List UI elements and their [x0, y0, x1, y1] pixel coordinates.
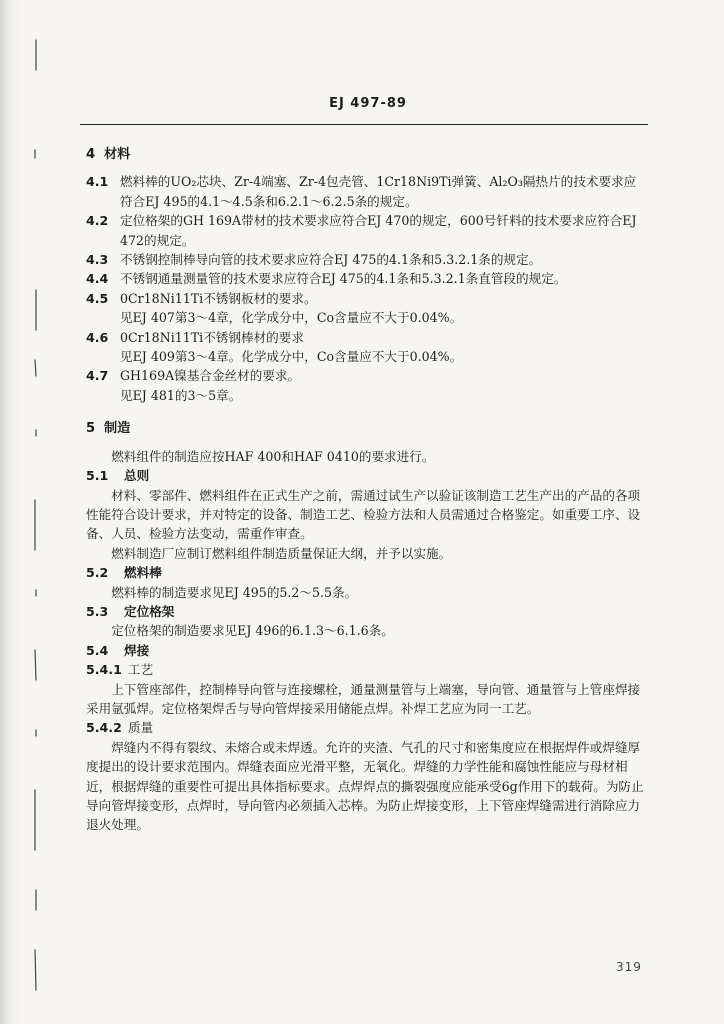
document-body: [86, 145, 648, 835]
clause-4-4: 4.4 不锈钢通量测量管的技术要求应符合EJ 475的4.1条和5.3.2.1条直管段的规定。: [86, 271, 567, 287]
clause-4-7-detail: 见EJ 481的3～5章。: [120, 387, 242, 403]
section-4-title: 材料: [104, 147, 131, 162]
section-5-4-2-heading: 5.4.2 质量: [86, 720, 154, 736]
clause-4-2: 4.2 定位格架的GH 169A带材的技术要求应符合EJ 470的规定，600号钎料的技术要求应符合EJ 472的规定。: [86, 213, 637, 248]
section-5-4-2-paragraph: 焊缝内不得有裂纹、未熔合或未焊透。允许的夹渣、气孔的尺寸和密集度应在根据焊件或焊缝厚度提出的设计要求范围内。焊缝表面应光滑平整，无氧化。焊缝的力学性能和腐蚀性能应与母材相近，根据焊缝的重要性可提出具体指标要求。点焊焊点的撕裂强度应能承受6g作用下的载荷。为防止导向管焊接变形，点焊时，导向管内必须插入芯棒。为防止焊接变形，上下管座焊缝需进行消除应力退火处理。: [86, 739, 644, 833]
section-5-1-paragraph-2: 燃料制造厂应制订燃料组件制造质量保证大纲，并予以实施。: [111, 545, 452, 561]
section-5-1-paragraph-1: 材料、零部件、燃料组件在正式生产之前，需通过试生产以验证该制造工艺生产出的产品的各项性能符合设计要求，并对特定的设备、制造工艺、检验方法和人员需通过合格鉴定。如重要工序、设备、人员、检验方法变动，需重作审查。: [86, 487, 641, 542]
section-5-1-heading: 5.1 总则: [86, 468, 150, 484]
clause-4-1: 4.1 燃料棒的UO₂芯块、Zr-4端塞、Zr-4包壳管、1Cr18Ni9Ti弹簧、Al₂O₃隔热片的技术要求应符合EJ 495的4.1～4.5条和6.2.1～6.2.5条的规定。: [86, 174, 637, 209]
document-code-header: EJ 497-89: [329, 96, 407, 111]
section-5-2-paragraph: 燃料棒的制造要求见EJ 495的5.2～5.5条。: [111, 584, 358, 600]
section-5-number: 5: [86, 421, 96, 437]
section-4-number: 4: [86, 147, 96, 162]
section-5-4-heading: 5.4 焊接: [86, 642, 150, 658]
section-5-title: 制造: [104, 421, 131, 437]
clause-4-6-detail: 见EJ 409第3～4章。化学成分中，Co含量应不大于0.04%。: [120, 349, 463, 365]
clause-4-5: 4.5 0Cr18Ni11Ti不锈钢板材的要求。: [86, 290, 317, 306]
clause-4-6: 4.6 0Cr18Ni11Ti不锈钢棒材的要求: [86, 329, 304, 345]
header-rule: [80, 124, 648, 125]
section-5-3-heading: 5.3 定位格架: [86, 603, 175, 619]
section-5-4-1-heading: 5.4.1 工艺: [86, 662, 154, 678]
section-4-heading: [86, 145, 648, 164]
page-number: 319: [616, 960, 642, 974]
clause-4-7: 4.7 GH169A镍基合金丝材的要求。: [86, 368, 301, 384]
section-5-heading: [86, 419, 648, 438]
section-5-3-paragraph: 定位格架的制造要求见EJ 496的6.1.3～6.1.6条。: [111, 623, 394, 639]
clause-4-3: 4.3 不锈钢控制棒导向管的技术要求应符合EJ 475的4.1条和5.3.2.1条的规定。: [86, 252, 542, 268]
clause-4-5-detail: 见EJ 407第3～4章，化学成分中，Co含量应不大于0.04%。: [120, 310, 463, 326]
binding-marks-decoration: [30, 30, 42, 1010]
section-5-2-heading: 5.2 燃料棒: [86, 565, 162, 581]
scan-left-edge: [0, 0, 20, 1024]
section-5-intro: 燃料组件的制造应按HAF 400和HAF 0410的要求进行。: [111, 448, 435, 464]
section-5-4-1-paragraph: 上下管座部件，控制棒导向管与连接螺栓，通量测量管与上端塞，导向管、通量管与上管座焊接采用氩弧焊。定位格架焊舌与导向管焊接采用储能点焊。补焊工艺应为同一工艺。: [86, 681, 641, 716]
